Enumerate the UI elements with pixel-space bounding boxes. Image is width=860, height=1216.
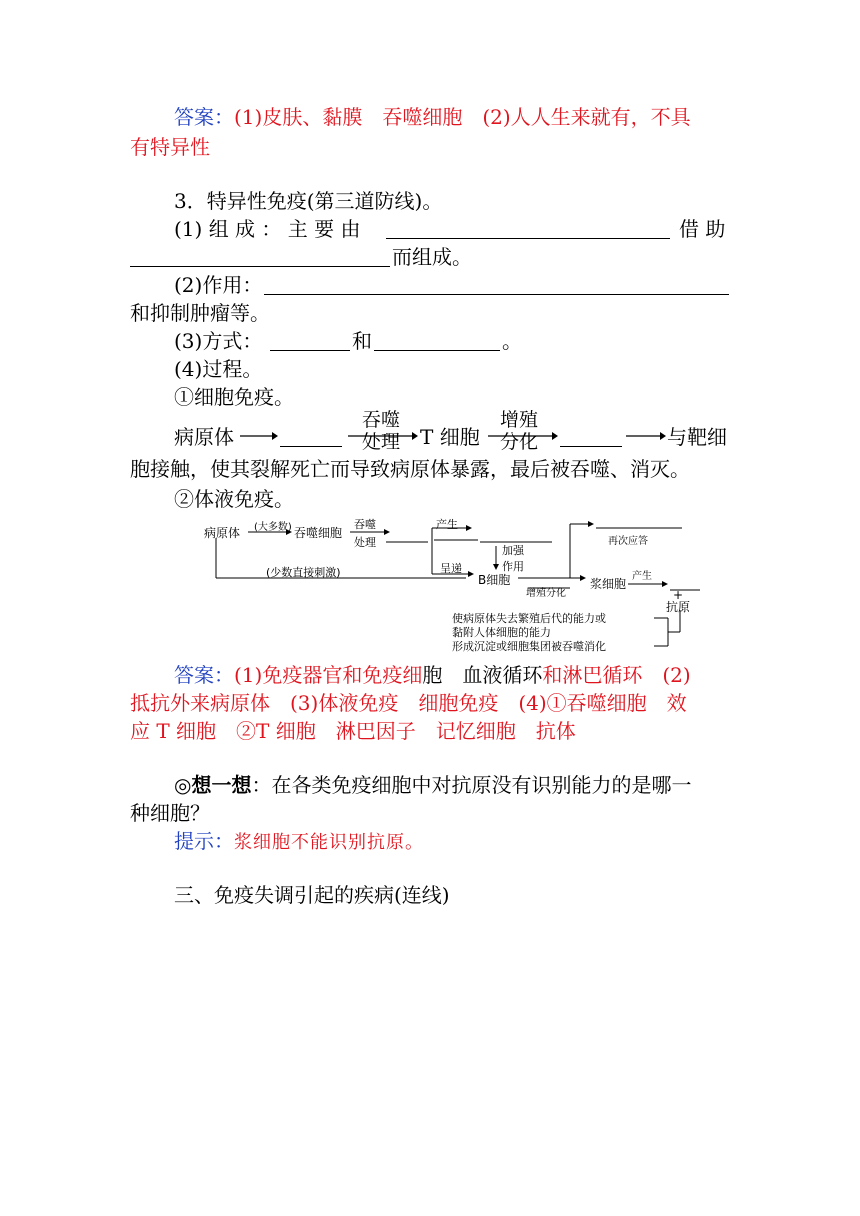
question-3 — [174, 328, 262, 354]
diagram-engulf: 吞噬 — [354, 518, 376, 531]
diagram-produce-1: 产生 — [436, 518, 458, 531]
diagram-plasma-cell: 浆细胞 — [590, 577, 627, 591]
diagram-plus: + — [673, 588, 684, 602]
section-three-title: 三、免疫失调引起的疾病(连线) — [174, 883, 450, 907]
blank-4[interactable] — [270, 332, 350, 351]
cell-immunity-title: ①细胞免疫。 — [174, 385, 294, 409]
diagram-result-2: 黏附人体细胞的能力 — [452, 626, 551, 639]
flow-top-1: 吞噬 — [362, 409, 401, 431]
question-1-borrow: 借 助 — [679, 217, 726, 241]
answer2-part-2: 胞 血液循环 — [422, 663, 543, 687]
blank-3[interactable] — [264, 276, 729, 295]
diagram-pathogen: 病原体 — [204, 526, 241, 540]
diagram-majority: (大多数) — [254, 522, 292, 533]
blank-5[interactable] — [374, 332, 500, 351]
answer2-line-1 — [174, 662, 691, 688]
diagram-result-3: 形成沉淀或细胞集团被吞噬消化 — [452, 640, 606, 653]
answer-line-2: 有特异性 — [130, 135, 210, 159]
diagram-proliferate: 增殖分化 — [526, 588, 566, 599]
diagram-present: 呈递 — [440, 562, 462, 575]
diagram-strengthen: 加强 — [502, 544, 524, 557]
think-label: ◎想一想 — [174, 773, 252, 797]
question-4: (4)过程。 — [174, 357, 263, 381]
diagram-antigen: 抗原 — [666, 600, 691, 614]
diagram-second-response: 再次应答 — [608, 536, 648, 547]
answer2-part-1: (1)免疫器官和免疫细 — [234, 663, 423, 687]
answer-text: (1)皮肤、黏膜 吞噬细胞 (2)人人生来就有，不具 — [234, 105, 691, 129]
flow-arrow-2 — [346, 430, 418, 442]
flow-pathogen: 病原体 — [174, 425, 234, 449]
flow-bottom-1: 处理 — [362, 431, 401, 453]
answer-line-1 — [174, 104, 691, 130]
flow-t-cell: T 细胞 — [420, 425, 480, 449]
question-3-text: (3)方式： — [174, 329, 263, 353]
cell-immunity-line-2: 胞接触，使其裂解死亡而导致病原体暴露，最后被吞噬、消灭。 — [130, 457, 690, 481]
diagram-result-1: 使病原体失去繁殖后代的能力或 — [452, 612, 606, 625]
flow-arrow-3 — [486, 430, 558, 442]
diagram-phagocyte: 吞噬细胞 — [294, 526, 343, 540]
answer-label: 答案： — [174, 105, 234, 129]
diagram-minority: (少数直接刺激) — [266, 566, 341, 579]
hint-text: 浆细胞不能识别抗原。 — [234, 832, 424, 853]
answer2-line-2: 抵抗外来病原体 (3)体液免疫 细胞免疫 (4)①吞噬细胞 效 — [130, 691, 687, 715]
think-text-1: ：在各类免疫细胞中对抗原没有识别能力的是哪一 — [251, 773, 692, 797]
question-3-and: 和 — [352, 329, 372, 353]
diagram-process: 处理 — [354, 536, 376, 549]
diagram-produce-2: 产生 — [632, 571, 652, 582]
hint-label: 提示： — [174, 829, 234, 853]
blank-1[interactable] — [386, 220, 670, 239]
answer2-part-3: 和淋巴循环 (2) — [542, 663, 691, 687]
flow-bottom-2: 分化 — [500, 431, 539, 453]
think-line-1 — [174, 772, 691, 798]
diagram-effect: 作用 — [502, 560, 524, 573]
section-title: 3．特异性免疫(第三道防线)。 — [174, 189, 443, 213]
flow-end: 与靶细 — [667, 425, 727, 449]
blank-2[interactable] — [130, 248, 390, 267]
flow-top-2: 增殖 — [500, 409, 539, 431]
hint-line — [174, 828, 424, 856]
question-2: (2)作用： — [174, 273, 263, 297]
humoral-diagram — [196, 514, 716, 660]
answer2-line-3: 应 T 细胞 ②T 细胞 淋巴因子 记忆细胞 抗体 — [130, 719, 576, 743]
humoral-immunity-title: ②体液免疫。 — [174, 487, 294, 511]
think-line-2: 种细胞？ — [130, 801, 210, 825]
question-1-end: 而组成。 — [392, 245, 472, 269]
question-1 — [174, 216, 360, 242]
question-2-end: 和抑制肿瘤等。 — [130, 301, 270, 325]
blank-6[interactable] — [280, 428, 342, 447]
question-1-text: (1) 组 成 ： 主 要 由 — [174, 217, 361, 241]
flow-arrow-4 — [624, 430, 666, 442]
flow-arrow-1 — [238, 430, 278, 442]
answer2-label: 答案： — [174, 663, 234, 687]
question-3-end: 。 — [502, 329, 522, 353]
diagram-b-cell: B细胞 — [478, 573, 511, 587]
blank-7[interactable] — [560, 428, 622, 447]
